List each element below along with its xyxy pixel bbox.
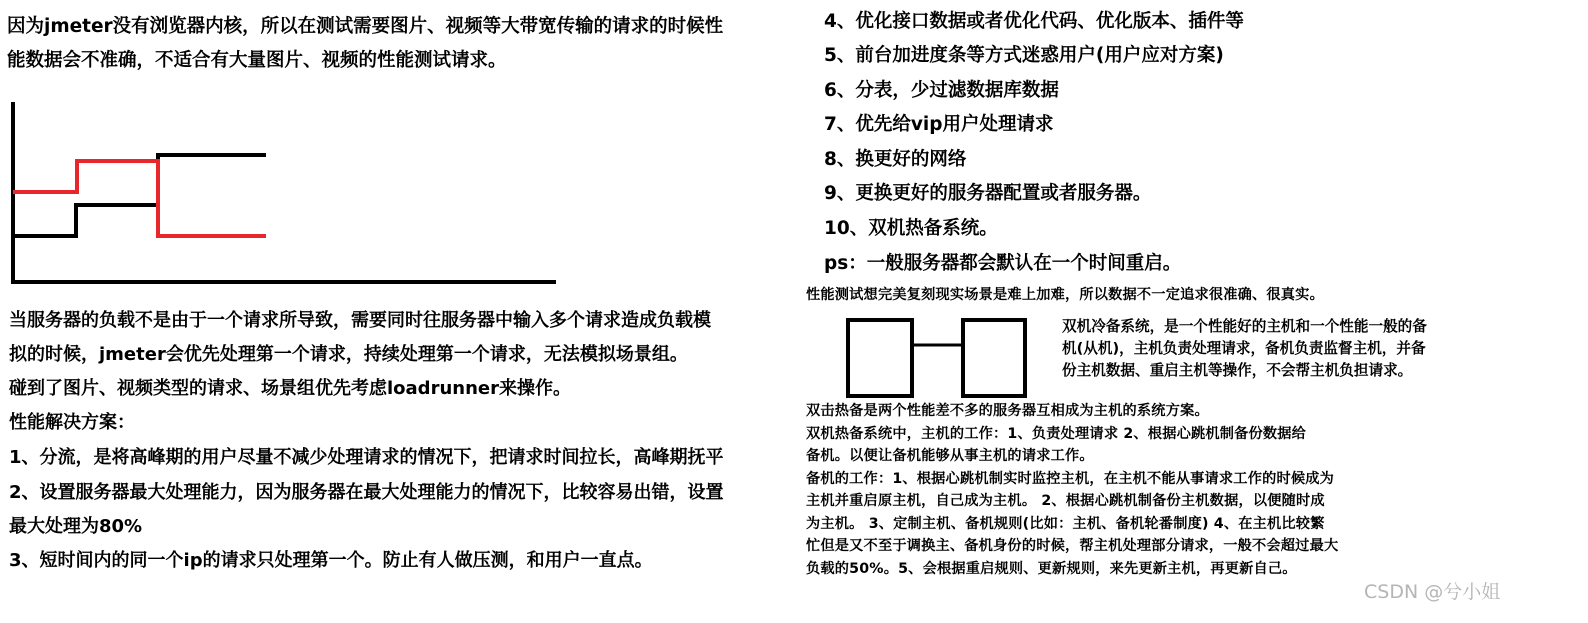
- hot-standby-line-5: 主机并重启原主机，自己成为主机。 2、根据心跳机制备份主机数据，以便随时成: [806, 493, 1325, 509]
- cold-standby-diagram: [0, 0, 1040, 400]
- solution-2-line-1: 2、设置服务器最大处理能力，因为服务器在最大处理能力的情况下，比较容易出错，设置: [9, 482, 724, 503]
- cold-standby-line-1: 双机冷备系统，是一个性能好的主机和一个性能一般的备: [1062, 318, 1427, 335]
- solution-6: 6、分表，少过滤数据库数据: [824, 80, 1059, 101]
- solution-10: 10、双机热备系统。: [824, 218, 998, 239]
- hot-standby-line-1: 双击热备是两个性能差不多的服务器互相成为主机的系统方案。: [806, 403, 1209, 419]
- hot-standby-line-6: 为主机。 3、定制主机、备机规则(比如：主机、备机轮番制度) 4、在主机比较繁: [806, 516, 1325, 532]
- solution-4: 4、优化接口数据或者优化代码、优化版本、插件等: [824, 11, 1244, 32]
- solution-8: 8、换更好的网络: [824, 149, 967, 170]
- body-line-3: 碰到了图片、视频类型的请求、场景组优先考虑loadrunner来操作。: [9, 378, 571, 399]
- csdn-watermark: CSDN @兮小姐: [1364, 581, 1501, 603]
- solution-3: 3、短时间内的同一个ip的请求只处理第一个。防止有人做压测，和用户一直点。: [9, 550, 653, 571]
- intro-line-1: 因为jmeter没有浏览器内核，所以在测试需要图片、视频等大带宽传输的请求的时候性: [7, 16, 724, 37]
- hot-standby-line-3: 备机。以便让备机能够从事主机的请求工作。: [806, 448, 1094, 464]
- realism-note: 性能测试想完美复刻现实场景是难上加难，所以数据不一定追求很准确、很真实。: [806, 287, 1324, 303]
- solution-7: 7、优先给vip用户处理请求: [824, 114, 1054, 135]
- body-line-1: 当服务器的负载不是由于一个请求所导致，需要同时往服务器中输入多个请求造成负载模: [9, 310, 711, 331]
- solution-1: 1、分流，是将高峰期的用户尽量不减少处理请求的情况下，把请求时间拉长，高峰期抚平: [9, 447, 724, 468]
- hot-standby-line-2: 双机热备系统中，主机的工作：1、负责处理请求 2、根据心跳机制备份数据给: [806, 426, 1307, 442]
- backup-box: [963, 320, 1025, 396]
- intro-line-2: 能数据会不准确，不适合有大量图片、视频的性能测试请求。: [7, 50, 507, 71]
- solution-2-line-2: 最大处理为80%: [9, 516, 143, 537]
- ps-note: ps：一般服务器都会默认在一个时间重启。: [824, 253, 1182, 274]
- hot-standby-line-8: 负载的50%。5、会根据重启规则、更新规则，来先更新主机，再更新自己。: [806, 561, 1297, 577]
- solutions-heading: 性能解决方案：: [9, 412, 135, 433]
- body-line-2: 拟的时候，jmeter会优先处理第一个请求，持续处理第一个请求，无法模拟场景组。: [9, 344, 688, 365]
- cold-standby-line-2: 机(从机)，主机负责处理请求，备机负责监督主机，并备: [1062, 340, 1426, 357]
- solution-9: 9、更换更好的服务器配置或者服务器。: [824, 183, 1152, 204]
- host-box: [848, 320, 912, 396]
- hot-standby-line-7: 忙但是又不至于调换主、备机身份的时候，帮主机处理部分请求，一般不会超过最大: [806, 538, 1339, 554]
- hot-standby-line-4: 备机的工作：1、根据心跳机制实时监控主机，在主机不能从事请求工作的时候成为: [806, 471, 1335, 487]
- solution-5: 5、前台加进度条等方式迷惑用户(用户应对方案): [824, 45, 1224, 66]
- cold-standby-line-3: 份主机数据、重启主机等操作，不会帮主机负担请求。: [1062, 362, 1413, 379]
